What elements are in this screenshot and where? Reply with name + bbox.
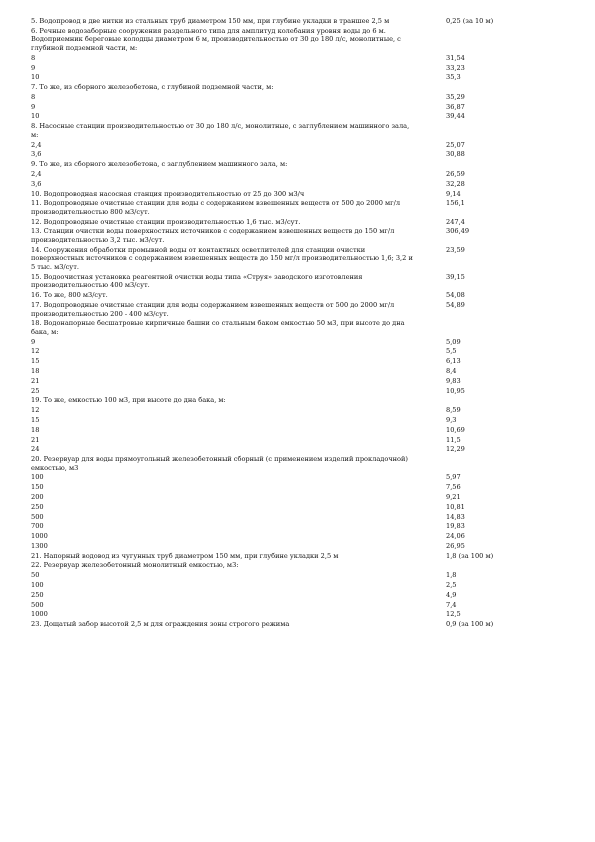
table-row — [31, 591, 566, 600]
row-label: 500 — [31, 600, 44, 609]
row-label: 17. Водопроводные очистные станции для воды содержанием взвешенных веществ от 500 до 2000 мг/л производительностью 200 - 400 м3/сут. — [31, 300, 395, 318]
row-label: 12. Водопроводные очистные станции производительностью 1,6 тыс. м3/сут. — [31, 217, 301, 226]
row-value: 36,87 — [446, 102, 465, 111]
row-value: 2,5 — [446, 581, 457, 590]
row-value: 10,95 — [446, 386, 465, 395]
row-label: 250 — [31, 590, 44, 599]
row-label: 500 — [31, 512, 44, 521]
table-row — [31, 83, 566, 92]
row-label: 11. Водопроводные очистные станции для воды с содержанием взвешенных веществ от 500 до 2000 мг/л производительностью 800 м3/сут. — [31, 199, 401, 216]
table-row — [31, 17, 566, 26]
table-row — [31, 473, 566, 482]
table-row — [31, 445, 566, 454]
row-label: 18 — [31, 425, 40, 434]
table-row — [31, 170, 566, 179]
row-label: 25 — [31, 386, 40, 395]
row-value: 4,9 — [446, 590, 457, 599]
row-value: 1,8 (за 100 м) — [446, 551, 494, 560]
row-value: 19,83 — [446, 522, 465, 531]
row-label: 20. Резервуар для воды прямоугольный железобетонный сборный (с применением изделий прокладочной) емкостью, м3 — [31, 455, 408, 472]
row-value: 11,5 — [446, 435, 461, 444]
row-label: 13. Станции очистки воды поверхностных источников с содержанием взвешенных веществ до 150 мг/л производительностью 3,2 тыс. м3/сут. — [31, 227, 395, 245]
row-label: 700 — [31, 522, 44, 531]
row-value: 7,4 — [446, 600, 457, 609]
table-row — [31, 532, 566, 541]
row-label: 10 — [31, 112, 40, 121]
table-row — [31, 347, 566, 356]
row-label: 100 — [31, 581, 44, 590]
row-label: 1000 — [31, 610, 48, 619]
row-label: 15. Водоочистная установка реагентной очистки воды типа «Струя» заводского изготовления производительностью 400 м3/сут. — [31, 272, 363, 290]
row-label: 16. То же, 800 м3/сут. — [31, 291, 108, 300]
table-row — [31, 561, 566, 570]
row-value: 247,4 — [446, 217, 465, 226]
table-row — [31, 503, 566, 512]
row-value: 35,3 — [446, 73, 461, 82]
row-label: 8 — [31, 92, 36, 101]
row-label: 3,6 — [31, 150, 42, 159]
row-value: 8,4 — [446, 367, 457, 376]
row-value: 12,5 — [446, 610, 461, 619]
table-row — [31, 610, 566, 619]
table-row — [31, 406, 566, 415]
table-row — [31, 581, 566, 590]
row-label: 6. Речные водозаборные сооружения раздельного типа для амплитуд колебания уровня воды до 6 м. Водоприемник береговые колодцы диаметром 6 м, производительностью от 30 до 180 л/с, монолитные, с глубиной подземной части, м: — [31, 26, 401, 52]
row-label: 50 — [31, 571, 40, 580]
table-row — [31, 377, 566, 386]
row-label: 18. Водонапорные бесшатровые кирпичные башни со стальным баком емкостью 50 м3, при высоте до дна бака, м: — [31, 319, 405, 336]
row-value: 156,1 — [446, 199, 465, 208]
row-label: 200 — [31, 493, 44, 501]
table-row — [31, 357, 566, 366]
row-value: 54,89 — [446, 300, 465, 309]
row-value: 1,8 — [446, 571, 457, 580]
table-row — [31, 620, 566, 629]
row-value: 8,59 — [446, 406, 461, 415]
row-value: 14,83 — [446, 512, 465, 521]
table-row — [31, 218, 566, 227]
row-label: 9 — [31, 63, 36, 72]
table-row — [31, 93, 566, 102]
table-row — [31, 246, 566, 272]
table-row — [31, 436, 566, 445]
row-label: 7. То же, из сборного железобетона, с глубиной подземной части, м: — [31, 83, 274, 92]
row-label: 250 — [31, 502, 44, 511]
table-row — [31, 160, 566, 169]
row-label: 100 — [31, 473, 44, 482]
row-label: 24 — [31, 445, 40, 454]
row-value: 26,95 — [446, 541, 465, 550]
table-row — [31, 513, 566, 522]
table-row — [31, 54, 566, 63]
table-row — [31, 103, 566, 112]
row-label: 2,4 — [31, 169, 42, 178]
table-row — [31, 112, 566, 121]
table-row — [31, 319, 566, 336]
row-value: 306,49 — [446, 227, 470, 236]
row-value: 9,3 — [446, 415, 457, 424]
row-label: 22. Резервуар железобетонный монолитный емкостью, м3: — [31, 561, 239, 570]
row-value: 5,97 — [446, 473, 461, 482]
row-value: 10,69 — [446, 425, 465, 434]
table-row — [31, 64, 566, 73]
row-label: 1000 — [31, 532, 48, 541]
row-value: 54,08 — [446, 291, 465, 300]
row-label: 21 — [31, 435, 40, 444]
table-row — [31, 367, 566, 376]
row-value: 0,9 (за 100 м) — [446, 620, 494, 629]
row-label: 10. Водопроводная насосная станция производительностью от 25 до 300 м3/ч — [31, 189, 305, 198]
table-row — [31, 426, 566, 435]
table-row — [31, 150, 566, 159]
row-value: 9,83 — [446, 376, 461, 385]
row-label: 8 — [31, 53, 36, 62]
row-label: 14. Сооружения обработки промывной воды от контактных осветлителей для станции очистки поверхностных источников с содержанием взвешенных веществ до 150 мг/л производительностью 1,6; 3,2 и 5 тыс. м3/сут. — [31, 245, 413, 271]
table-row — [31, 387, 566, 396]
table-row — [31, 552, 566, 561]
document-table — [31, 17, 566, 630]
table-row — [31, 73, 566, 82]
table-row — [31, 180, 566, 189]
row-value: 5,5 — [446, 347, 457, 356]
table-row — [31, 291, 566, 300]
row-value: 30,88 — [446, 150, 465, 159]
row-value: 0,25 (за 10 м) — [446, 17, 494, 25]
table-row — [31, 199, 566, 216]
table-row — [31, 416, 566, 425]
row-value: 33,23 — [446, 63, 465, 72]
row-value: 25,07 — [446, 140, 465, 149]
row-value: 10,81 — [446, 502, 465, 511]
row-value: 7,56 — [446, 483, 461, 492]
table-row — [31, 542, 566, 551]
row-value: 23,59 — [446, 245, 465, 254]
row-value: 9,14 — [446, 189, 461, 198]
table-row — [31, 227, 566, 244]
row-label: 12 — [31, 347, 40, 356]
row-value: 39,15 — [446, 272, 465, 281]
row-label: 2,4 — [31, 140, 42, 149]
row-value: 31,54 — [446, 53, 465, 62]
table-row — [31, 571, 566, 580]
row-label: 9 — [31, 337, 36, 346]
row-label: 8. Насосные станции производительностью от 30 до 180 л/с, монолитные, с заглублением машинного зала, м: — [31, 122, 410, 139]
row-value: 9,21 — [446, 493, 461, 501]
table-row — [31, 522, 566, 531]
row-label: 18 — [31, 367, 40, 376]
row-value: 32,28 — [446, 179, 465, 188]
row-value: 5,09 — [446, 337, 461, 346]
table-row — [31, 122, 566, 139]
table-row — [31, 455, 566, 472]
table-row — [31, 483, 566, 492]
table-row — [31, 141, 566, 150]
row-label: 9. То же, из сборного железобетона, с заглублением машинного зала, м: — [31, 160, 288, 169]
row-label: 1300 — [31, 541, 48, 550]
row-label: 15 — [31, 415, 40, 424]
row-label: 3,6 — [31, 179, 42, 188]
table-row — [31, 273, 566, 290]
table-row — [31, 301, 566, 318]
row-value: 26,59 — [446, 169, 465, 178]
row-value: 35,29 — [446, 92, 465, 101]
row-label: 5. Водопровод в две нитки из стальных труб диаметром 150 мм, при глубине укладки в траншее 2,5 м — [31, 17, 390, 25]
row-value: 12,29 — [446, 445, 465, 454]
table-row — [31, 338, 566, 347]
table-row — [31, 601, 566, 610]
row-value: 24,06 — [446, 532, 465, 541]
row-label: 9 — [31, 102, 36, 111]
table-row — [31, 396, 566, 405]
row-label: 12 — [31, 406, 40, 415]
row-label: 21 — [31, 376, 40, 385]
table-row — [31, 493, 566, 502]
row-label: 23. Дощатый забор высотой 2,5 м для ограждения зоны строгого режима — [31, 620, 290, 629]
row-label: 21. Напорный водовод из чугунных труб диаметром 150 мм, при глубине укладки 2,5 м — [31, 551, 339, 560]
table-row — [31, 27, 566, 53]
table-row — [31, 190, 566, 199]
row-label: 19. То же, емкостью 100 м3, при высоте до дна бака, м: — [31, 396, 226, 405]
row-label: 150 — [31, 483, 44, 492]
row-value: 6,13 — [446, 357, 461, 366]
row-label: 10 — [31, 73, 40, 82]
row-label: 15 — [31, 357, 40, 366]
row-value: 39,44 — [446, 112, 465, 121]
